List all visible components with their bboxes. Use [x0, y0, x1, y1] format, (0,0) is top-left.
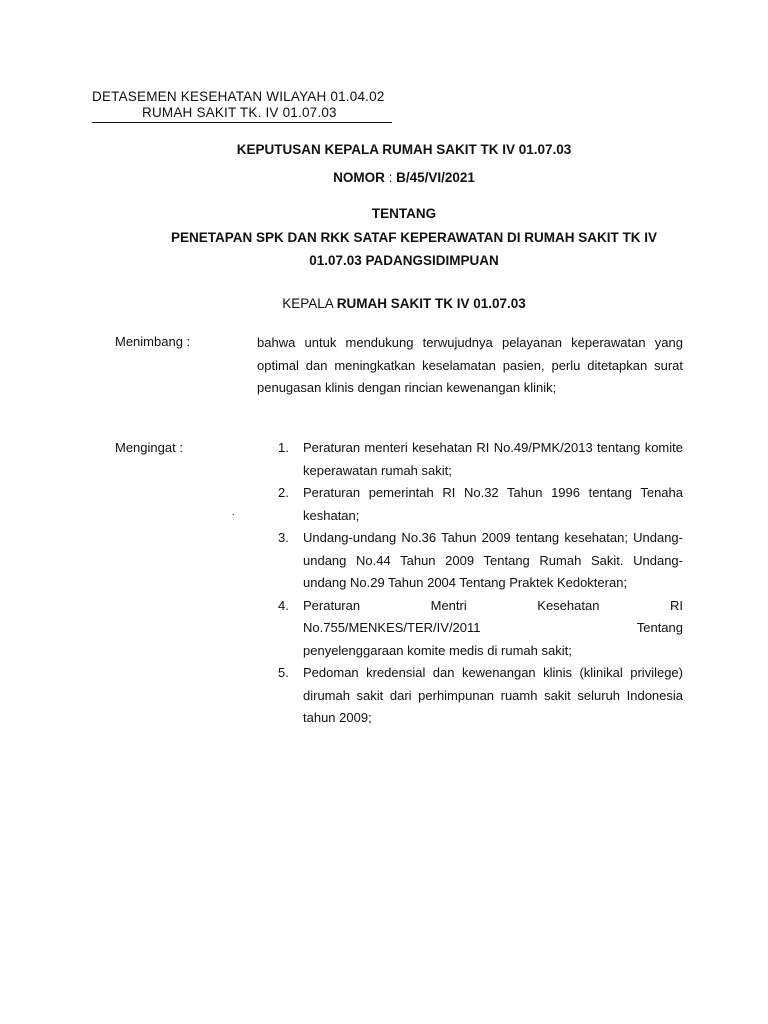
subject-line1: PENETAPAN SPK DAN RKK SATAF KEPERAWATAN DI RUMAH SAKIT TK IV [170, 230, 657, 245]
list-item-number: 2. [278, 485, 289, 500]
decree-title: KEPUTUSAN KEPALA RUMAH SAKIT TK IV 01.07.03 [236, 142, 572, 157]
list-item-line [303, 595, 683, 618]
stray-dot: . [232, 507, 235, 518]
nomor-value: B/45/VI/2021 [396, 170, 475, 185]
subject-line2: 01.07.03 PADANGSIDIMPUAN [309, 253, 499, 268]
list-item-word: Mentri [430, 597, 467, 613]
kepala-prefix: KEPALA [282, 296, 337, 311]
list-item-text: Peraturan pemerintah RI No.32 Tahun 1996 tentang Tenaha keshatan; [303, 485, 683, 523]
menimbang-label: Menimbang : [115, 334, 191, 349]
kepala-heading [20, 296, 768, 311]
tentang-heading: TENTANG [371, 206, 437, 221]
list-item-text: Undang-undang No.36 Tahun 2009 tentang kesehatan; Undang-undang No.44 Tahun 2009 Tentang Rumah Sakit. Undang-undang No.29 Tahun 2004 Tentang Praktek Kedokteran; [303, 530, 683, 590]
nomor-separator: : [384, 170, 397, 185]
nomor-label: NOMOR [333, 170, 385, 185]
list-item-word: RI [669, 597, 683, 613]
list-item [278, 662, 683, 730]
list-item-word: Kesehatan [537, 597, 600, 613]
list-item [278, 482, 683, 527]
kepala-rest: RUMAH SAKIT TK IV 01.07.03 [336, 296, 526, 311]
letterhead-line1: DETASEMEN KESEHATAN WILAYAH 01.04.02 [92, 89, 385, 104]
list-item [278, 437, 683, 482]
list-item-line [303, 617, 683, 640]
list-item-word: Peraturan [303, 597, 361, 613]
list-item-word: Tentang [636, 620, 683, 635]
list-item-text: Pedoman kredensial dan kewenangan klinis (klinikal privilege) dirumah sakit dari perhimpunan ruamh sakit seluruh Indonesia tahun 2009; [303, 665, 683, 725]
list-item-word: No.755/MENKES/TER/IV/2011 [303, 620, 481, 635]
list-item [278, 595, 683, 663]
mengingat-list [278, 437, 683, 730]
list-item-number: 4. [278, 597, 289, 613]
letterhead-line2: RUMAH SAKIT TK. IV 01.07.03 [92, 105, 392, 123]
decree-number [20, 170, 768, 185]
list-item-text: Peraturan menteri kesehatan RI No.49/PMK/2013 tentang komite keperawatan rumah sakit; [303, 440, 683, 478]
letterhead [92, 89, 392, 123]
menimbang-text: bahwa untuk mendukung terwujudnya pelayanan keperawatan yang optimal dan meningkatkan keselamatan pasien, perlu ditetapkan surat penugasan klinis dengan rincian kewenangan klinik; [257, 335, 683, 395]
list-item [278, 527, 683, 595]
list-item-number: 5. [278, 665, 289, 680]
list-item-line: penyelenggaraan komite medis di rumah sakit; [303, 642, 572, 658]
list-item-number: 3. [278, 530, 289, 545]
mengingat-label: Mengingat : [115, 440, 183, 455]
list-item-number: 1. [278, 440, 289, 455]
